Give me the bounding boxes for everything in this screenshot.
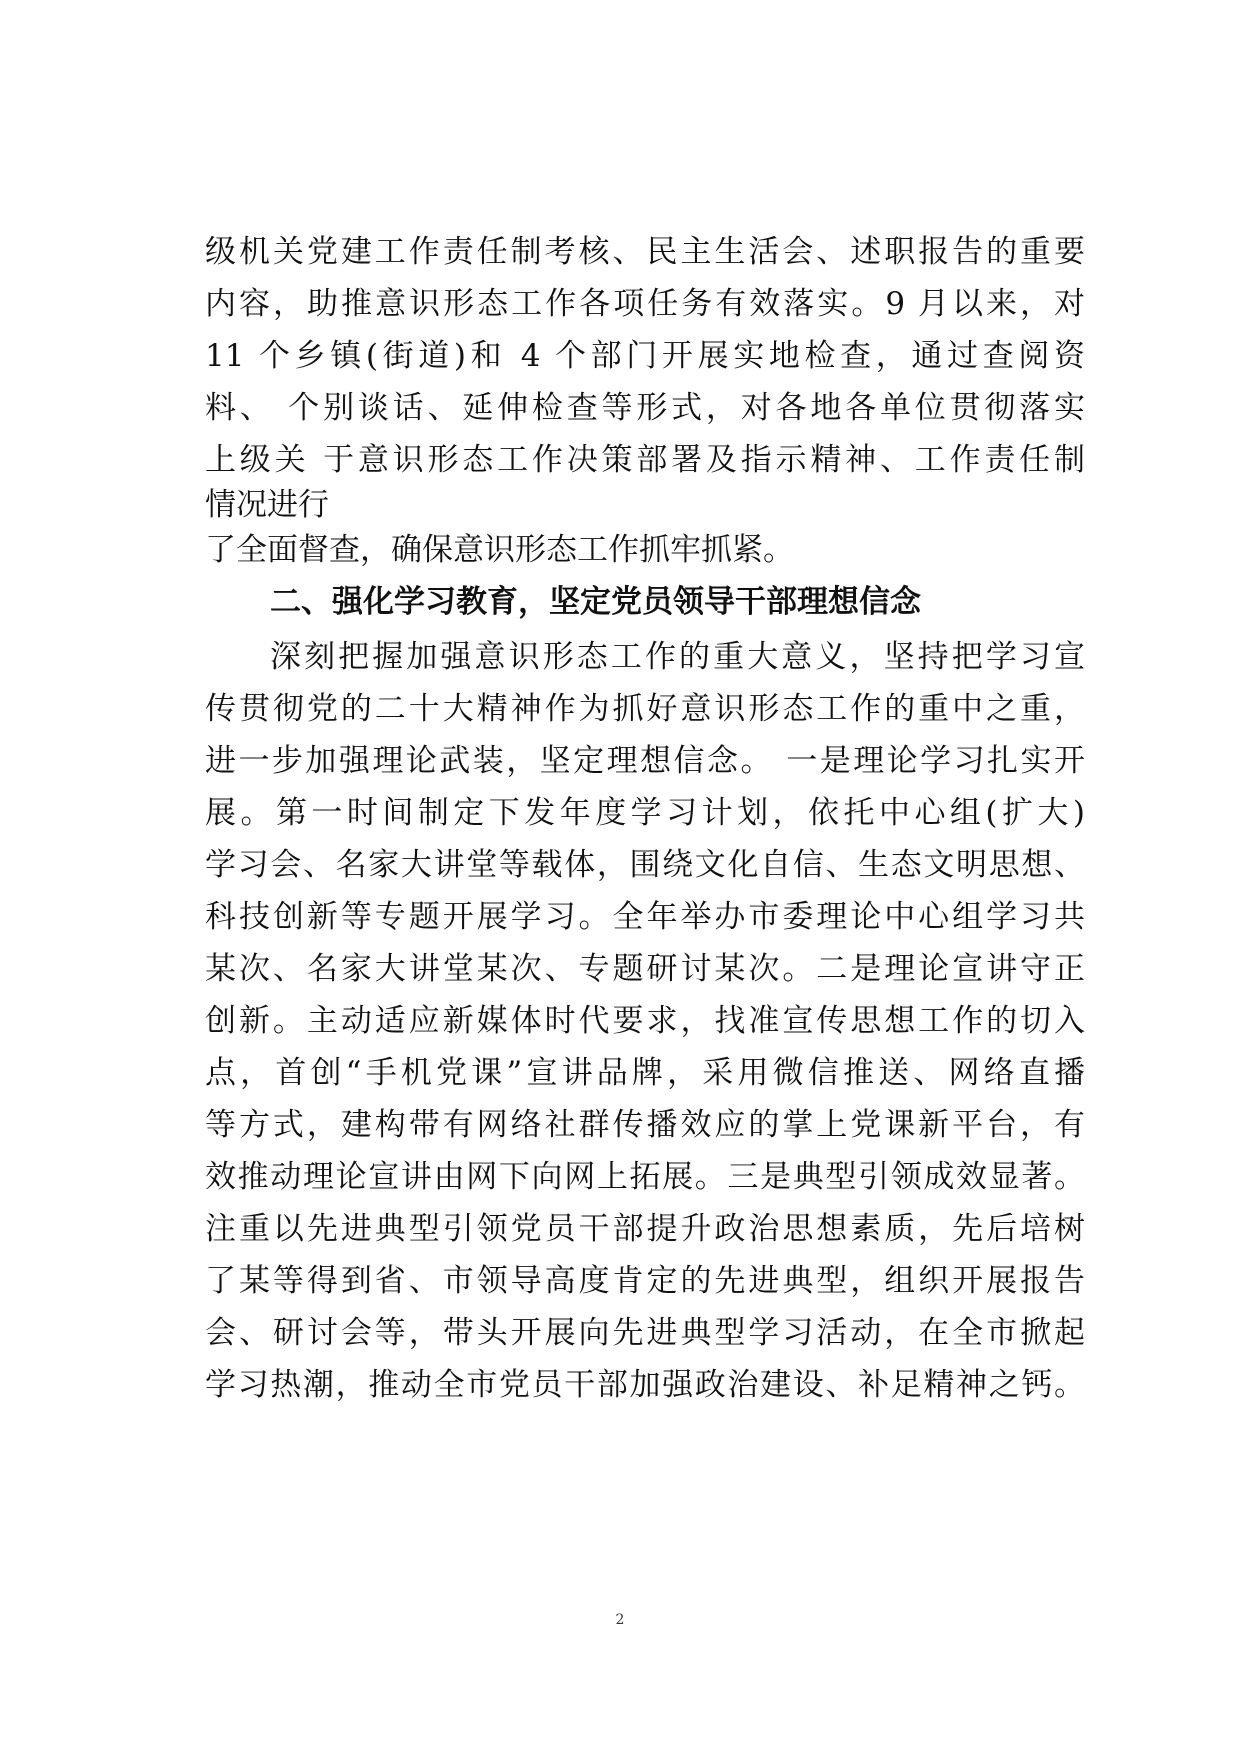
paragraph-1-line-1: 级机关党建工作责任制考核、民主生活会、述职报告的重要 [205, 234, 1085, 270]
paragraph-2-line-4: 展。第一时间制定下发年度学习计划，依托中心组(扩大) [205, 795, 1085, 831]
paragraph-2-line-13: 了某等得到省、市领导高度肯定的先进典型，组织开展报告 [205, 1263, 1085, 1299]
paragraph-2-line-11: 效推动理论宣讲由网下向网上拓展。三是典型引领成效显著。 [205, 1159, 1085, 1195]
paragraph-1-line-2: 内容，助推意识形态工作各项任务有效落实。9 月以来，对 [205, 286, 1085, 322]
paragraph-2-line-6: 科技创新等专题开展学习。全年举办市委理论中心组学习共 [205, 899, 1085, 935]
paragraph-1-line-6: 情况进行 [205, 487, 329, 523]
paragraph-2-line-5: 学习会、名家大讲堂等载体，围绕文化自信、生态文明思想、 [205, 847, 1085, 883]
paragraph-2-line-8: 创新。主动适应新媒体时代要求，找准宣传思想工作的切入 [205, 1003, 1085, 1039]
paragraph-1-line-3: 11 个乡镇(街道)和 4 个部门开展实地检查，通过查阅资 [205, 338, 1085, 374]
paragraph-2-line-14: 会、研讨会等，带头开展向先进典型学习活动，在全市掀起 [205, 1315, 1085, 1351]
paragraph-2-line-12: 注重以先进典型引领党员干部提升政治思想素质，先后培树 [205, 1211, 1085, 1247]
paragraph-2-line-15: 学习热潮，推动全市党员干部加强政治建设、补足精神之钙。 [205, 1367, 1085, 1403]
paragraph-2-line-3: 进一步加强理论武装，坚定理想信念。 一是理论学习扎实开 [205, 743, 1085, 779]
page-number: 2 [615, 1612, 625, 1628]
section-heading-2: 二、强化学习教育，坚定党员领导干部理想信念 [270, 584, 921, 620]
paragraph-2-line-1: 深刻把握加强意识形态工作的重大意义，坚持把学习宣 [270, 639, 1085, 675]
paragraph-2-line-7: 某次、名家大讲堂某次、专题研讨某次。二是理论宣讲守正 [205, 951, 1085, 987]
paragraph-2-line-9: 点，首创“手机党课”宣讲品牌，采用微信推送、网络直播 [205, 1055, 1085, 1091]
paragraph-2-line-2: 传贯彻党的二十大精神作为抓好意识形态工作的重中之重， [205, 691, 1085, 727]
paragraph-1-line-7: 了全面督查，确保意识形态工作抓牢抓紧。 [205, 532, 794, 568]
paragraph-1-line-5: 上级关 于意识形态工作决策部署及指示精神、工作责任制 [205, 442, 1085, 478]
paragraph-1-line-4: 料、 个别谈话、延伸检查等形式，对各地各单位贯彻落实 [205, 390, 1085, 426]
paragraph-2-line-10: 等方式，建构带有网络社群传播效应的掌上党课新平台，有 [205, 1107, 1085, 1143]
